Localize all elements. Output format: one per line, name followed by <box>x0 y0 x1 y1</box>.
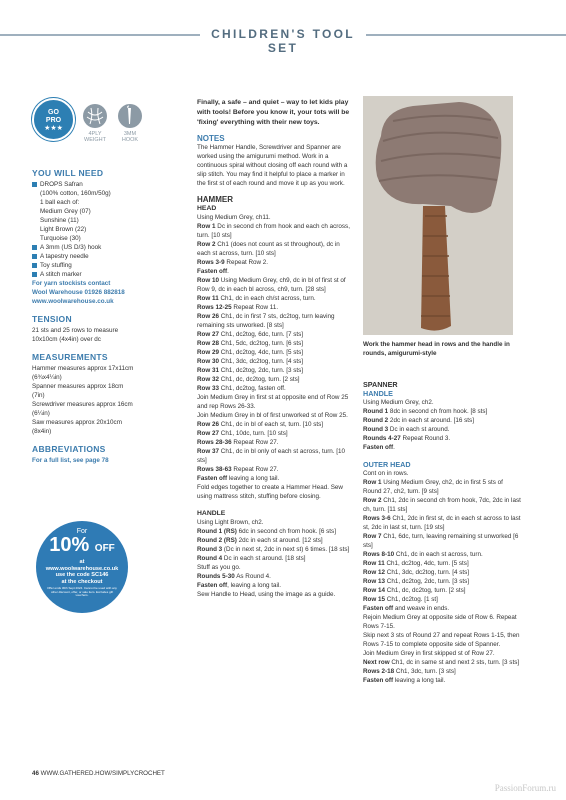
instruction-line: Using Medium Grey, ch2. <box>363 399 434 406</box>
outer-head-instructions <box>363 469 523 685</box>
instruction-label: Rows 28-36 <box>197 439 232 446</box>
instruction-label: Row 11 <box>197 295 219 302</box>
instruction-label: Row 10 <box>197 277 220 284</box>
need-list-item: Toy stuffing <box>32 261 182 270</box>
instruction-line: Row 12 Ch1, 3dc, dc2tog, turn. [4 sts] <box>363 569 470 576</box>
instruction-line: Round 1 (RS) 6dc in second ch from hook. [6 sts] <box>197 528 336 535</box>
instruction-line: Round 4 Dc in each st around. [18 sts] <box>197 555 306 562</box>
instruction-line: Rows 8-10 Ch1, dc in each st across, turn. <box>363 551 483 558</box>
instruction-label: Row 28 <box>197 340 220 347</box>
weight-label-1: 4PLY <box>88 131 102 137</box>
instruction-line: Skip next 3 sts of Round 27 and repeat Rows 1-15, then Rows 7-15 to complete opposite side of Spanner. <box>363 632 520 648</box>
instruction-line: Row 27 Ch1, dc2tog, 6dc, turn. [7 sts] <box>197 331 304 338</box>
promo-url: www.woolwarehouse.co.uk <box>45 565 119 572</box>
spanner-handle-subheading: HANDLE <box>363 389 393 398</box>
instruction-line: Row 11 Ch1, dc in each ch/st across, turn. <box>197 295 316 302</box>
instruction-label: Row 26 <box>197 421 220 428</box>
promo-at: at <box>79 559 85 565</box>
need-heading: YOU WILL NEED <box>32 168 104 178</box>
measurement-line: (8x4in) <box>32 428 52 435</box>
instruction-line: Row 33 Ch1, dc2tog, fasten off. <box>197 385 286 392</box>
hammer-head-subheading: HEAD <box>197 205 217 212</box>
discount-promo-badge <box>36 521 128 613</box>
instruction-line: Sew Handle to Head, using the image as a guide. <box>197 591 336 598</box>
instruction-line: Rows 28-36 Repeat Row 27. <box>197 439 279 446</box>
instruction-label: Row 1 <box>363 479 382 486</box>
go-pro-badge <box>32 98 75 141</box>
instruction-line: Row 11 Ch1, dc2tog, 4dc, turn. [5 sts] <box>363 560 469 567</box>
intro-text: Finally, a safe – and quiet – way to let kids play with tools! Before you know it, your tots will be 'fixing' everything with their new toys. <box>197 99 350 126</box>
instruction-line: Row 1 Dc in second ch from hook and each ch across, turn. [10 sts] <box>197 223 350 239</box>
tension-line-2: 10x10cm (4x4in) over dc <box>32 336 101 343</box>
instruction-line: Join Medium Grey in first skipped st of Row 27. <box>363 650 495 657</box>
header-rule-right <box>366 34 566 36</box>
instruction-line: Row 14 Ch1, dc, dc2tog, turn. [2 sts] <box>363 587 466 594</box>
stockists-line-3: www.woolwarehouse.co.uk <box>32 298 114 305</box>
yarn-weight-badge <box>82 104 108 143</box>
instruction-line: Rows 2-18 Ch1, 3dc, turn. [3 sts] <box>363 668 456 675</box>
instruction-line: Row 15 Ch1, dc2tog. [1 st] <box>363 596 438 603</box>
page-title: CHILDREN'S TOOL SET <box>211 27 355 55</box>
photo-caption: Work the hammer head in rows and the handle in rounds, amigurumi-style <box>363 341 510 357</box>
instruction-label: Row 14 <box>363 587 386 594</box>
instruction-line: Row 30 Ch1, 3dc, dc2tog, turn. [4 sts] <box>197 358 304 365</box>
instruction-line: Round 3 Dc in each st around. <box>363 426 450 433</box>
instruction-line: Fasten off, leaving a long tail. <box>197 582 282 589</box>
need-list-item: Light Brown (22) <box>40 226 87 233</box>
instruction-line: Rounds 4-27 Repeat Round 3. <box>363 435 451 442</box>
go-pro-text-1: GO <box>48 109 59 116</box>
instruction-label: Round 4 <box>197 555 223 562</box>
hammer-photo <box>363 96 513 335</box>
instruction-line: Using Light Brown, ch2. <box>197 519 264 526</box>
promo-pct: 10% <box>49 534 90 556</box>
instruction-line: Using Medium Grey, ch11. <box>197 214 271 221</box>
measurement-line: Hammer measures approx 17x11cm <box>32 365 134 372</box>
instruction-label: Row 13 <box>363 578 386 585</box>
instruction-label: Fasten off <box>363 444 394 451</box>
instruction-label: Round 1 <box>363 408 389 415</box>
instruction-label: Fasten off <box>363 605 394 612</box>
instruction-line: Rejoin Medium Grey at opposite side of Row 6. Repeat Rows 7-15. <box>363 614 517 630</box>
instruction-line: Fold edges together to create a Hammer Head. Sew using mattress stitch, stuffing before closing. <box>197 484 343 500</box>
instruction-label: Fasten off <box>197 475 228 482</box>
promo-code: use the code SC146 <box>55 572 109 578</box>
instruction-line: Row 13 Ch1, dc2tog, 2dc, turn. [3 sts] <box>363 578 470 585</box>
instruction-label: Rows 8-10 <box>363 551 395 558</box>
instruction-label: Next row <box>363 659 390 666</box>
instruction-label: Row 1 <box>197 223 216 230</box>
instruction-line: Row 2 Ch1, 2dc in second ch from hook, 7dc, 2dc in last ch, turn. [11 sts] <box>363 497 521 513</box>
instruction-label: Rows 2-18 <box>363 668 395 675</box>
promo-checkout: at the checkout <box>61 578 103 585</box>
yarn-ball-icon <box>83 104 107 128</box>
need-list-item: A stitch marker <box>32 270 182 279</box>
instruction-label: Round 3 <box>363 426 389 433</box>
measurement-line: (6¾x4¼in) <box>32 374 62 381</box>
instruction-line: Round 2 (RS) 2dc in each st around. [12 sts] <box>197 537 323 544</box>
instruction-line: Row 7 Ch1, 6dc, turn, leaving remaining st unworked [6 sts] <box>363 533 519 549</box>
instruction-line: Fasten off leaving a long tail. <box>363 677 446 684</box>
instruction-label: Row 2 <box>197 241 216 248</box>
need-list <box>32 180 182 279</box>
instruction-line: Row 28 Ch1, 5dc, dc2tog, turn. [6 sts] <box>197 340 304 347</box>
need-list-item: A tapestry needle <box>32 252 182 261</box>
instruction-label: Row 2 <box>363 497 382 504</box>
promo-discount <box>36 535 128 559</box>
hammer-head-instructions <box>197 213 353 501</box>
pattern-column-middle <box>197 98 353 599</box>
measurement-line: Spanner measures approx 18cm <box>32 383 124 390</box>
instruction-line: Cont on in rows. <box>363 470 409 477</box>
instruction-label: Row 27 <box>197 430 220 437</box>
instruction-label: Row 11 <box>363 560 385 567</box>
instruction-line: Row 32 Ch1, dc, dc2tog, turn. [2 sts] <box>197 376 300 383</box>
instruction-label: Row 31 <box>197 367 220 374</box>
handle-heading: HANDLE <box>197 510 226 517</box>
hook-size-badge <box>117 104 143 143</box>
header-rule-left <box>0 34 200 36</box>
instruction-line: Rows 38-63 Repeat Row 27. <box>197 466 279 473</box>
instruction-line: Stuff as you go. <box>197 564 241 571</box>
instruction-label: Row 15 <box>363 596 386 603</box>
measurement-line: (6¼in) <box>32 410 50 417</box>
instruction-line: Fasten off and weave in ends. <box>363 605 450 612</box>
instruction-label: Fasten off <box>197 268 228 275</box>
need-list-item: Turquoise (30) <box>40 235 81 242</box>
instruction-label: Row 27 <box>197 331 220 338</box>
instruction-label: Round 2 (RS) <box>197 537 237 544</box>
need-list-item: Sunshine (11) <box>40 217 79 224</box>
instruction-line: Round 2 2dc in each st around. [16 sts] <box>363 417 474 424</box>
instruction-line: Rows 3-9 Repeat Row 2. <box>197 259 269 266</box>
abbreviations-heading: ABBREVIATIONS <box>32 444 106 454</box>
footer-url: WWW.GATHERED.HOW/SIMPLYCROCHET <box>40 770 165 777</box>
instruction-label: Rounds 5-30 <box>197 573 235 580</box>
measurement-line: Saw measures approx 20x10cm <box>32 419 122 426</box>
need-list-item: 1 ball each of: <box>40 199 80 206</box>
instruction-label: Fasten off <box>363 677 394 684</box>
need-list-item: A 3mm (US D/3) hook <box>32 243 182 252</box>
instruction-line: Join Medium Grey in bl of first unworked st of Row 25. <box>197 412 348 419</box>
instruction-label: Rows 38-63 <box>197 466 232 473</box>
instruction-line: Join Medium Grey in first st at opposite end of Row 25 and rep Rows 26-33. <box>197 394 349 410</box>
instruction-label: Rounds 4-27 <box>363 435 401 442</box>
crochet-hook-icon <box>118 104 142 128</box>
measurement-line: (7in) <box>32 392 45 399</box>
hook-label-2: HOOK <box>121 137 139 143</box>
promo-for: For <box>76 528 88 535</box>
measurement-line: Screwdriver measures approx 16cm <box>32 401 133 408</box>
hook-label-1: 3MM <box>123 131 137 137</box>
instruction-line: Round 3 (Dc in next st, 2dc in next st) 6 times. [18 sts] <box>197 546 350 553</box>
notes-text: The Hammer Handle, Screwdriver and Spanner are worked using the amigurumi method. Work in a continuous spiral without closing off each round with a slip stitch. You may find it helpful to place a marker in the first st of each round and move it up as you work. <box>197 144 348 187</box>
instruction-label: Rows 12-25 <box>197 304 232 311</box>
promo-off: OFF <box>94 543 115 554</box>
instruction-line: Row 29 Ch1, dc2tog, 4dc, turn. [5 sts] <box>197 349 304 356</box>
page-number: 46 <box>32 770 39 777</box>
instruction-label: Row 30 <box>197 358 220 365</box>
measurements-list <box>32 364 182 436</box>
instruction-line: Row 2 Ch1 (does not count as st throughout), dc in each st across, turn. [10 sts] <box>197 241 340 257</box>
badges <box>32 98 182 148</box>
instruction-line: Fasten off leaving a long tail. <box>197 475 280 482</box>
weight-label-2: WEIGHT <box>84 137 106 143</box>
instruction-line: Row 26 Ch1, dc in first 7 sts, dc2tog, turn leaving remaining sts unworked. [8 sts] <box>197 313 335 329</box>
instruction-label: Row 29 <box>197 349 220 356</box>
need-list-item: DROPS Safran <box>32 180 182 189</box>
instruction-label: Round 3 <box>197 546 223 553</box>
outer-head-heading: OUTER HEAD <box>363 460 411 469</box>
instruction-line: Rows 3-6 Ch1, 2dc in first st, dc in each st across to last st, 2dc in last st, turn. [19 sts] <box>363 515 521 531</box>
sidebar-column <box>32 98 182 465</box>
notes-heading: NOTES <box>197 134 225 143</box>
instruction-label: Rows 3-6 <box>363 515 391 522</box>
instruction-line: Row 37 Ch1, dc in bl only of each st across, turn. [10 sts] <box>197 448 346 464</box>
instruction-label: Row 32 <box>197 376 220 383</box>
watermark: PassionForum.ru <box>494 783 556 793</box>
instruction-line: Row 1 Using Medium Grey, ch2, dc in first 5 sts of Round 27, ch2, turn. [9 sts] <box>363 479 503 495</box>
stockists-line-2: Wool Warehouse 01926 882818 <box>32 289 125 296</box>
page-header <box>0 24 566 55</box>
hammer-heading: HAMMER <box>197 195 233 204</box>
instruction-line: Row 26 Ch1, dc in bl of each st, turn. [10 sts] <box>197 421 323 428</box>
instruction-label: Round 2 <box>363 417 389 424</box>
instruction-line: Round 1 8dc in second ch from hook. [8 sts] <box>363 408 488 415</box>
abbreviations-text: For a full list, see page 78 <box>32 457 109 464</box>
measurements-heading: MEASUREMENTS <box>32 352 108 362</box>
need-list-item: (100% cotton, 160m/50g) <box>40 190 111 197</box>
promo-fine-print: Offer ends 30th Sept 2024. Cannot be used with any other discount, offer, or sale item. Excludes gift vouchers. <box>47 586 117 598</box>
hammer-handle-instructions <box>197 518 353 599</box>
go-pro-stars: ★★★ <box>44 125 63 132</box>
instruction-line: Fasten off. <box>197 268 229 275</box>
instruction-label: Row 37 <box>197 448 220 455</box>
instruction-line: Fasten off. <box>363 444 395 451</box>
page-footer <box>32 770 165 777</box>
spanner-heading: SPANNER <box>363 380 398 389</box>
tension-line-1: 21 sts and 25 rows to measure <box>32 327 119 334</box>
stockists-line-1: For yarn stockists contact <box>32 280 111 287</box>
instruction-label: Row 33 <box>197 385 220 392</box>
instruction-label: Row 7 <box>363 533 382 540</box>
spanner-handle-instructions <box>363 398 523 452</box>
pattern-column-right <box>363 380 523 685</box>
instruction-label: Rows 3-9 <box>197 259 225 266</box>
instruction-label: Row 26 <box>197 313 220 320</box>
tension-heading: TENSION <box>32 314 72 324</box>
instruction-line: Row 31 Ch1, dc2tog, 2dc, turn. [3 sts] <box>197 367 304 374</box>
instruction-line: Rows 12-25 Repeat Row 11. <box>197 304 279 311</box>
instruction-line: Row 10 Using Medium Grey, ch9, dc in bl of first st of Row 9, dc in each bl across, ch9, turn. [28 sts] <box>197 277 346 293</box>
go-pro-text-2: PRO <box>45 117 62 124</box>
instruction-line: Next row Ch1, dc in same st and next 2 sts, turn. [3 sts] <box>363 659 520 666</box>
instruction-line: Row 27 Ch1, 10dc, turn. [10 sts] <box>197 430 288 437</box>
instruction-line: Rounds 5-30 As Round 4. <box>197 573 271 580</box>
instruction-label: Fasten off <box>197 582 228 589</box>
need-list-item: Medium Grey (07) <box>40 208 91 215</box>
instruction-label: Row 12 <box>363 569 386 576</box>
instruction-label: Round 1 (RS) <box>197 528 237 535</box>
